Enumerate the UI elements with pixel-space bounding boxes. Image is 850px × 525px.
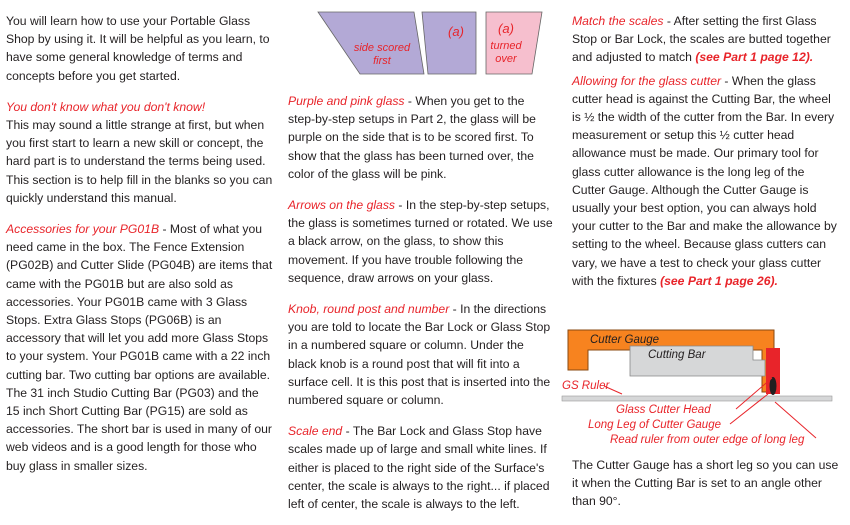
shape3-label-c: over (495, 53, 517, 65)
caption-text: The Cutter Gauge has a short leg so you can use it when the Cutting Bar is set to an angle other than 90°. (572, 458, 839, 509)
shape1-label-a: side scored (353, 42, 411, 54)
section-heading: Allowing for the glass cutter (572, 73, 722, 88)
section-body: - The Bar Lock and Glass Stop have scales made up of large and small white lines. If either is placed to the right side of the Surface's center, the scale is always to the right... if placed left of center, the scale is always to the left. (288, 424, 550, 512)
read-ruler-label: Read ruler from outer edge of long leg (610, 434, 805, 446)
page-reference: (see Part 1 page 12). (695, 50, 814, 65)
intro-paragraph: You will learn how to use your Portable Glass Shop by using it. It will be helpful as you learn, to have some general knowledge of terms and concepts before you get started. (6, 14, 270, 83)
section-heading: Purple and pink glass (288, 94, 405, 108)
glass-cutter-head-label: Glass Cutter Head (616, 404, 711, 416)
section-body: - In the directions you are told to locate the Bar Lock or Glass Stop in a numbered square or column. Under the black knob is a round post that will fit into a surface cell. It is this post that is inserted into the numbered square or column. (288, 302, 551, 408)
section-heading: Accessories for your PG01B (6, 222, 160, 237)
section-heading: Scale end (288, 424, 343, 439)
section-heading: Arrows on the glass (288, 198, 396, 213)
gs-ruler-label: GS Ruler (562, 380, 610, 392)
section-heading: Match the scales (572, 14, 664, 28)
shape3-label-b: turned (490, 40, 522, 52)
section-heading: You don't know what you don't know! (6, 99, 206, 114)
section-knob (288, 300, 553, 409)
cutter-gauge-label: Cutter Gauge (590, 334, 660, 346)
section-accessories (6, 220, 274, 475)
column-1 (6, 12, 274, 475)
section-dont-know (6, 98, 274, 207)
section-scale-end (288, 422, 553, 513)
section-arrows (288, 196, 553, 287)
section-body: - In the step-by-step setups, the glass is sometimes turned or rotated. We use a black arrow, on the glass, to show this movement. If you have trouble following the sequence, draw arrows on your glass. (288, 198, 553, 285)
section-body: - Most of what you need came in the box. The Fence Extension (PG02B) and Cutter Slide (PG04B) are items that came with the PG01B but are also sold as accessories. Your PG01B came with 3 Glass Stops. Extra Glass Stops (PG06B) is an accessory that will let you add more Glass Stops to your system. Your PG01B came with a 22 inch cutting bar. Two cutting bar options are available. The 31 inch Studio Cutting Bar (PG03) and the 15 inch Short Cutting Bar (PG15) are sold as accessories. The short bar is used in many of our web videos and is a good length for those who buy glass in smaller sizes. (6, 222, 273, 473)
diagram-caption (572, 456, 840, 511)
section-purple-pink (288, 92, 553, 183)
section-allowing-cutter (572, 72, 840, 290)
read-ruler-arrow (775, 402, 816, 438)
shape1-label-b: first (373, 55, 391, 67)
long-leg-label: Long Leg of Cutter Gauge (588, 419, 721, 431)
glass-shapes-diagram (316, 8, 556, 80)
cutting-bar-label: Cutting Bar (648, 349, 706, 361)
shape2-label: (a) (448, 24, 464, 39)
column-2 (288, 92, 553, 513)
section-body: - After setting the first Glass Stop or Bar Lock, the scales are butted together and adjusted to match (572, 14, 831, 65)
section-body: - When the glass cutter head is against the Cutting Bar, the wheel is ½ the width of the cutter from the Bar. In every measurement or setup this ½ cutter head allowance must be made. Our primary tool for glass cutter allowance is the long leg of the Cutter Gauge. Although the Cutter Gauge is usually your best option, you can always hold your cutter to the Bar and make the allowance by setting to the wheel. Because glass cutters can vary, we have a test to check your glass cutter with the fixtures (572, 73, 837, 288)
gs-ruler-bar (562, 396, 832, 401)
section-body: - When you get to the step-by-step setups in Part 2, the glass will be purple on the side that is to be scored first. To show that the glass has been turned over, the color of the glass will be pink. (288, 94, 536, 181)
section-heading: Knob, round post and number (288, 302, 450, 317)
section-body: This may sound a little strange at first, but when you first start to learn a new skill or concept, the hard part is to understand the terms being used. This section is to help fill in the blanks so you can quickly understand this manual. (6, 118, 273, 205)
section-match-scales (572, 12, 840, 67)
cutter-gauge-diagram (560, 320, 845, 450)
purple-glass-shape-2 (422, 12, 476, 74)
column-3 (572, 12, 840, 290)
shape3-label-a: (a) (498, 21, 514, 36)
page-reference: (see Part 1 page 26). (660, 273, 778, 288)
